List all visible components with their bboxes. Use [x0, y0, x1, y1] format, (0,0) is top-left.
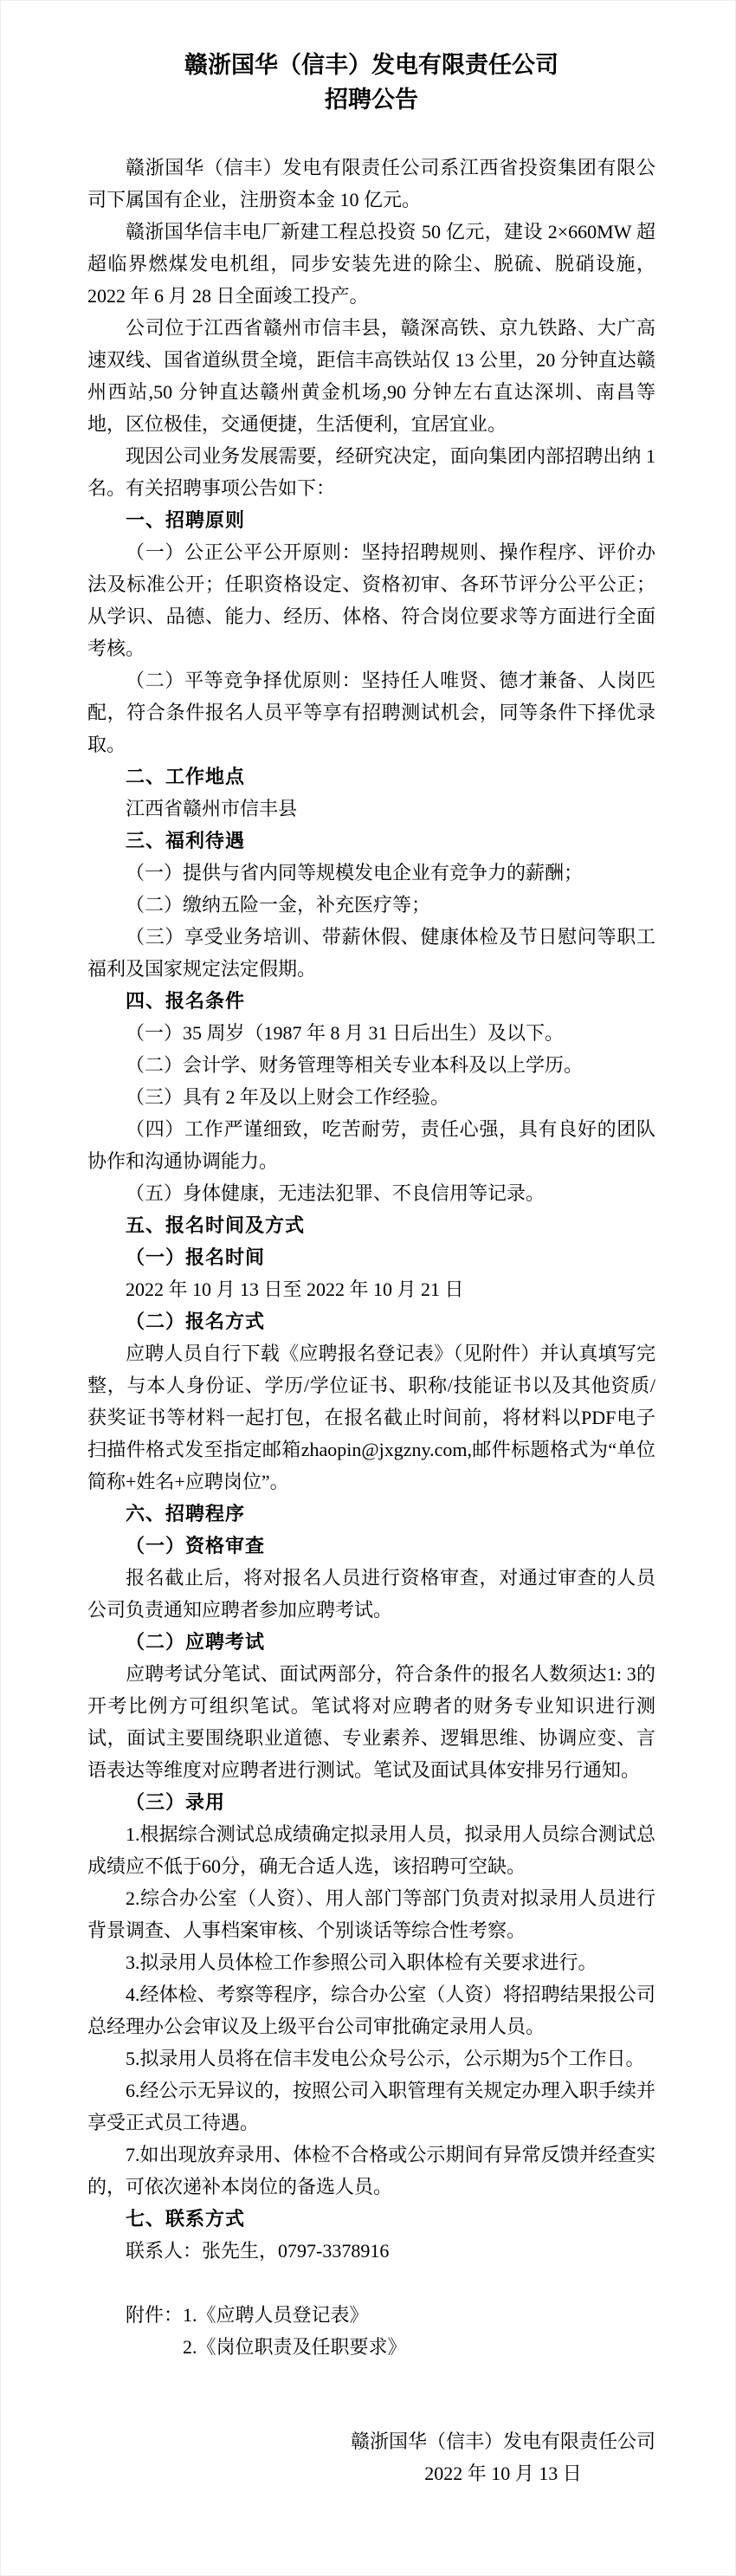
- signature-block: [351, 2425, 655, 2489]
- paragraph: 赣浙国华（信丰）发电有限责任公司系江西省投资集团有限公司下属国有企业，注册资本金 10 亿元。: [87, 157, 655, 210]
- paragraph: 江西省赣州市信丰县: [126, 798, 298, 819]
- document-body: [87, 152, 655, 2267]
- paragraph: 报名截止后，将对报名人员进行资格审查，对通过审查的人员公司负责通知应聘者参加应聘考试。: [87, 1567, 655, 1621]
- paragraph: 4.经体检、考察等程序，综合办公室（人资）将招聘结果报公司总经理办公会审议及上级平台公司审批确定录用人员。: [87, 1984, 655, 2037]
- paragraph: 1.根据综合测试总成绩确定拟录用人员，拟录用人员综合测试总成绩应不低于60分，确无合适人选，该招聘可空缺。: [87, 1823, 655, 1877]
- paragraph: 6.经公示无异议的，按照公司入职管理有关规定办理入职手续并享受正式员工待遇。: [87, 2080, 655, 2133]
- section-heading: 五、报名时间及方式: [126, 1214, 306, 1236]
- attachment-item-2: 2.《岗位职责及任职要求》: [183, 2336, 407, 2358]
- paragraph: （三）享受业务培训、带薪休假、健康体检及节日慰问等职工福利及国家规定法定假期。: [87, 926, 655, 980]
- signature-date: 2022 年 10 月 13 日: [424, 2463, 582, 2484]
- section-heading: 三、福利待遇: [126, 830, 246, 851]
- paragraph: （四）工作严谨细致，吃苦耐劳，责任心强，具有良好的团队协作和沟通协调能力。: [87, 1118, 655, 1172]
- paragraph: （二）缴纳五险一金，补充医疗等；: [126, 894, 431, 916]
- attachments-block: [87, 2299, 655, 2363]
- sub-heading: （一）资格审查: [126, 1535, 266, 1557]
- paragraph: （五）身体健康，无违法犯罪、不良信用等记录。: [126, 1182, 546, 1204]
- paragraph: 赣浙国华信丰电厂新建工程总投资 50 亿元，建设 2×660MW 超超临界燃煤发电机组，同步安装先进的除尘、脱硫、脱硝设施，2022 年 6 月 28 日全面竣工投产。: [87, 221, 655, 307]
- paragraph: （二）会计学、财务管理等相关专业本科及以上学历。: [126, 1054, 584, 1076]
- document-title-line2: 招聘公告: [325, 87, 418, 113]
- paragraph: 7.如出现放弃录用、体检不合格或公示期间有异常反馈并经查实的，可依次递补本岗位的备选人员。: [87, 2144, 655, 2197]
- paragraph: （三）具有 2 年及以上财会工作经验。: [126, 1086, 450, 1108]
- paragraph: 3.拟录用人员体检工作参照公司入职体检有关要求进行。: [126, 1951, 597, 1973]
- paragraph: 应聘考试分笔试、面试两部分，符合条件的报名人数须达1: 3的开考比例方可组织笔试。笔试将对应聘者的财务专业知识进行测试，面试主要围绕职业道德、专业素养、逻辑思维、协调应变、言语表达等维度对应聘者进行测试。笔试及面试具体安排另行通知。: [87, 1663, 655, 1781]
- paragraph: 5.拟录用人员将在信丰发电公众号公示，公示期为5个工作日。: [126, 2048, 645, 2069]
- paragraph: （一）提供与省内同等规模发电企业有竞争力的薪酬；: [126, 862, 584, 883]
- paragraph: （二）平等竞争择优原则：坚持任人唯贤、德才兼备、人岗匹配，符合条件报名人员平等享有招聘测试机会，同等条件下择优录取。: [87, 670, 655, 755]
- paragraph: 应聘人员自行下载《应聘报名登记表》（见附件）并认真填写完整，与本人身份证、学历/学位证书、职称/技能证书以及其他资质/获奖证书等材料一起打包，在报名截止时间前，将材料以PDF电子扫描件格式发至指定邮箱zhaopin@jxgzny.com,邮件标题格式为“单位简称+姓名+应聘岗位”。: [87, 1343, 655, 1492]
- sub-heading: （二）应聘考试: [126, 1631, 266, 1653]
- document-title-line1: 赣浙国华（信丰）发电有限责任公司: [184, 52, 558, 78]
- paragraph: （一）公正公平公开原则：坚持招聘规则、操作程序、评价办法及标准公开；任职资格设定、资格初审、各环节评分公平公正；从学识、品德、能力、经历、体格、符合岗位要求等方面进行全面考核。: [87, 541, 655, 659]
- section-heading: 二、工作地点: [126, 766, 246, 787]
- section-heading: 七、联系方式: [126, 2208, 246, 2230]
- paragraph: 2022 年 10 月 13 日至 2022 年 10 月 21 日: [126, 1278, 464, 1300]
- section-heading: 一、招聘原则: [126, 509, 246, 531]
- paragraph: 现因公司业务发展需要，经研究决定，面向集团内部招聘出纳 1 名。有关招聘事项公告如下：: [87, 445, 655, 499]
- sub-heading: （一）报名时间: [126, 1246, 266, 1268]
- paragraph: 公司位于江西省赣州市信丰县，赣深高铁、京九铁路、大广高速双线、国省道纵贯全境，距信丰高铁站仅 13 公里，20 分钟直达赣州西站,50 分钟直达赣州黄金机场,90 分钟左右直达深圳、南昌等地，区位极佳，交通便捷，生活便利，宜居宜业。: [87, 317, 655, 435]
- signature-company: 赣浙国华（信丰）发电有限责任公司: [350, 2430, 655, 2452]
- paragraph: （一）35 周岁（1987 年 8 月 31 日后出生）及以下。: [126, 1022, 565, 1044]
- section-heading: 六、招聘程序: [126, 1503, 246, 1524]
- sub-heading: （三）录用: [126, 1791, 226, 1813]
- paragraph: 联系人：张先生，0797-3378916: [126, 2240, 390, 2262]
- section-heading: 四、报名条件: [126, 990, 246, 1012]
- paragraph: 2.综合办公室（人资）、用人部门等部门负责对拟录用人员进行背景调查、人事档案审核、个别谈话等综合性考察。: [87, 1887, 655, 1941]
- attachment-item-1: 附件：1.《应聘人员登记表》: [126, 2304, 369, 2326]
- sub-heading: （二）报名方式: [126, 1311, 266, 1332]
